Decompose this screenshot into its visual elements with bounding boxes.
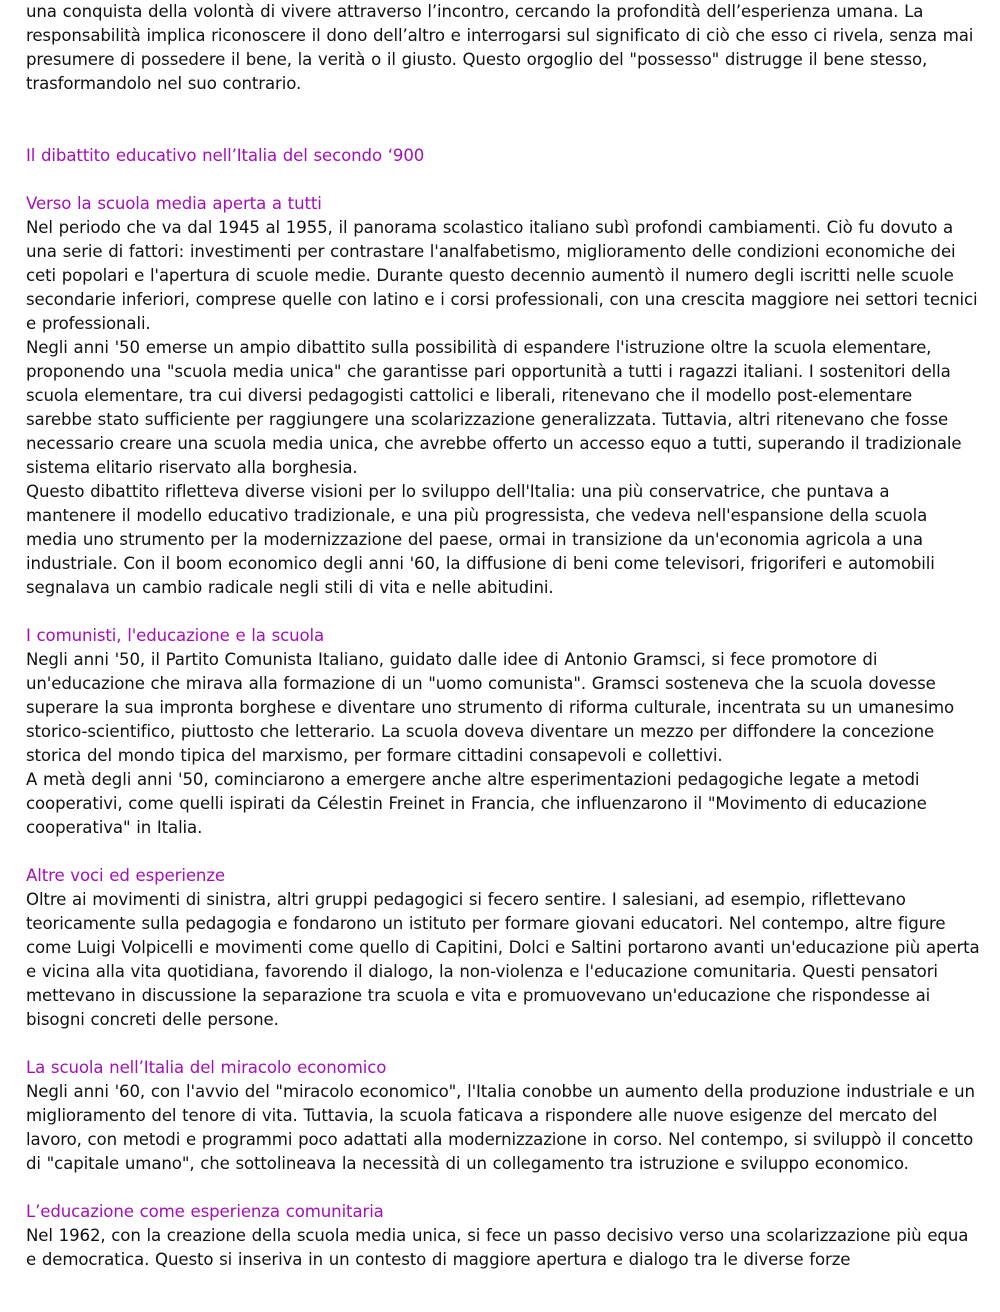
section-scuola-media (26, 192, 980, 600)
spacer (26, 96, 980, 144)
spacer (26, 168, 980, 192)
section-paragraph: Questo dibattito rifletteva diverse visioni per lo sviluppo dell'Italia: una più conservatrice, che puntava a mantenere il modello educativo tradizionale, e una più progressista, che vedeva nell'espansione della scuola media uno strumento per la modernizzazione del paese, ormai in transizione da un'economia agricola a una industriale. Con il boom economico degli anni '60, la diffusione di beni come televisori, frigoriferi e automobili segnalava un cambio radicale negli stili di vita e nelle abitudini. (26, 482, 935, 597)
section-altre-voci (26, 864, 980, 1032)
section-paragraph: Negli anni '50, il Partito Comunista Italiano, guidato dalle idee di Antonio Gramsci, si fece promotore di un'educazione che mirava alla formazione di un "uomo comunista". Gramsci sosteneva che la scuola dovesse superare la sua impronta borghese e diventare uno strumento di riforma culturale, incentrata su un umanesimo storico-scientifico, piuttosto che letterario. La scuola doveva diventare un mezzo per diffondere la concezione storica del mondo tipica del marxismo, per formare cittadini consapevoli e collettivi. (26, 650, 955, 765)
section-paragraph: Nel 1962, con la creazione della scuola media unica, si fece un passo decisivo verso una scolarizzazione più equa e democratica. Questo si inseriva in un contesto di maggiore apertura e dialogo tra le diverse forze (26, 1226, 969, 1269)
section-title: L’educazione come esperienza comunitaria (26, 1202, 384, 1221)
intro-paragraph: una conquista della volontà di vivere attraverso l’incontro, cercando la profondità dell’esperienza umana. La responsabilità implica riconoscere il dono dell’altro e interrogarsi sul significato di ciò che esso ci rivela, senza mai presumere di possedere il bene, la verità o il giusto. Questo orgoglio del "possesso" distrugge il bene stesso, trasformandolo nel suo contrario. (26, 2, 974, 93)
section-title: Altre voci ed esperienze (26, 866, 226, 885)
section-paragraph: A metà degli anni '50, cominciarono a emergere anche altre esperimentazioni pedagogiche legate a metodi cooperativi, come quelli ispirati da Célestin Freinet in Francia, che influenzarono il "Movimento di educazione cooperativa" in Italia. (26, 770, 927, 837)
spacer (26, 840, 980, 864)
spacer (26, 600, 980, 624)
section-title: Verso la scuola media aperta a tutti (26, 194, 322, 213)
document-page (26, 0, 980, 1272)
section-miracolo-economico (26, 1056, 980, 1176)
section-paragraph: Negli anni '50 emerse un ampio dibattito sulla possibilità di espandere l'istruzione oltre la scuola elementare, proponendo una "scuola media unica" che garantisse pari opportunità a tutti i ragazzi italiani. I sostenitori della scuola elementare, tra cui diversi pedagogisti cattolici e liberali, ritenevano che il modello post-elementare sarebbe stato sufficiente per raggiungere una scolarizzazione generalizzata. Tuttavia, altri ritenevano che fosse necessario creare una scuola media unica, che avrebbe offerto un accesso equo a tutti, superando il tradizionale sistema elitario riservato alla borghesia. (26, 338, 962, 477)
section-paragraph: Negli anni '60, con l'avvio del "miracolo economico", l'Italia conobbe un aumento della produzione industriale e un miglioramento del tenore di vita. Tuttavia, la scuola faticava a rispondere alle nuove esigenze del mercato del lavoro, con metodi e programmi poco adattati alla modernizzazione in corso. Nel contempo, si sviluppò il concetto di "capitale umano", che sottolineava la necessità di un collegamento tra istruzione e sviluppo economico. (26, 1082, 975, 1173)
section-title: La scuola nell’Italia del miracolo economico (26, 1058, 387, 1077)
main-title: Il dibattito educativo nell’Italia del secondo ‘900 (26, 146, 425, 165)
section-paragraph: Nel periodo che va dal 1945 al 1955, il panorama scolastico italiano subì profondi cambiamenti. Ciò fu dovuto a una serie di fattori: investimenti per contrastare l'analfabetismo, miglioramento delle condizioni economiche dei ceti popolari e l'apertura di scuole medie. Durante questo decennio aumentò il numero degli iscritti nelle scuole secondarie inferiori, comprese quelle con latino e i corsi professionali, con una crescita maggiore nei settori tecnici e professionali. (26, 218, 978, 333)
spacer (26, 1176, 980, 1200)
section-title: I comunisti, l'educazione e la scuola (26, 626, 325, 645)
section-paragraph: Oltre ai movimenti di sinistra, altri gruppi pedagogici si fecero sentire. I salesiani, ad esempio, riflettevano teoricamente sulla pedagogia e fondarono un istituto per formare giovani educatori. Nel contempo, altre figure come Luigi Volpicelli e movimenti come quello di Capitini, Dolci e Saltini portarono avanti un'educazione più aperta e vicina alla vita quotidiana, favorendo il dialogo, la non-violenza e l'educazione comunitaria. Questi pensatori mettevano in discussione la separazione tra scuola e vita e promuovevano un'educazione che rispondesse ai bisogni concreti delle persone. (26, 890, 980, 1029)
section-comunisti (26, 624, 980, 840)
spacer (26, 1032, 980, 1056)
section-esperienza-comunitaria (26, 1200, 980, 1272)
